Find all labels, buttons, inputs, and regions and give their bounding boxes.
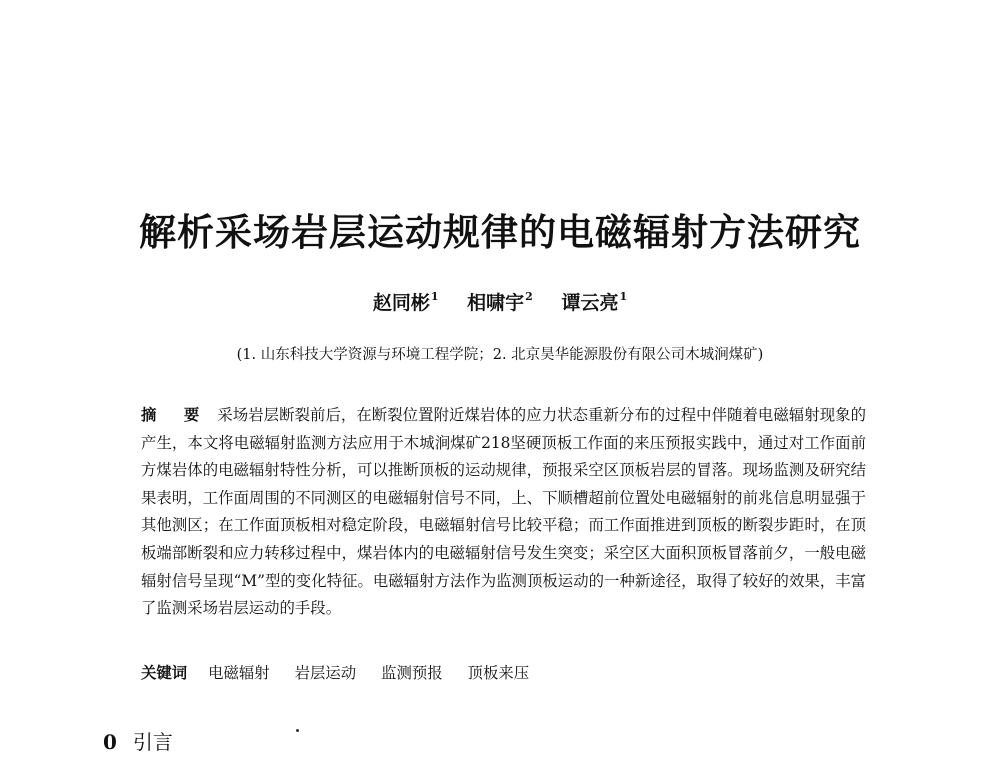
author-affiliation-mark: 1 bbox=[430, 290, 439, 303]
author-affiliation-mark: 2 bbox=[525, 290, 533, 303]
abstract-label: 摘 要 bbox=[141, 406, 206, 424]
author bbox=[467, 283, 533, 317]
author-name: 相啸宇 bbox=[467, 292, 525, 314]
keyword: 顶板来压 bbox=[467, 664, 530, 682]
author-affiliation-mark: 1 bbox=[619, 290, 628, 303]
author-name: 赵同彬 bbox=[372, 292, 430, 314]
abstract-text: 采场岩层断裂前后，在断裂位置附近煤岩体的应力状态重新分布的过程中伴随着电磁辐射现象的产生，本文将电磁辐射监测方法应用于木城涧煤矿218坚硬顶板工作面的来压预报实践中，通过对工作面前方煤岩体的电磁辐射特性分析，可以推断顶板的运动规律，预报采空区顶板岩层的冒落。现场监测及研究结果表明，工作面周围的不同测区的电磁辐射信号不同，上、下顺槽超前位置处电磁辐射的前兆信息明显强于其他测区；在工作面顶板相对稳定阶段，电磁辐射信号比较平稳；而工作面推进到顶板的断裂步距时，在顶板端部断裂和应力转移过程中，煤岩体内的电磁辐射信号发生突变；采空区大面积顶板冒落前夕，一般电磁辐射信号呈现“M”型的变化特征。电磁辐射方法作为监测顶板运动的一种新途径，取得了较好的效果，丰富了监测采场岩层运动的手段。 bbox=[141, 406, 866, 618]
keywords-label: 关键词 bbox=[141, 664, 188, 682]
keywords bbox=[141, 661, 549, 685]
affiliations: (1. 山东科技大学资源与环境工程学院；2. 北京昊华能源股份有限公司木城涧煤矿) bbox=[236, 347, 764, 363]
section-title: 引言 bbox=[132, 730, 173, 754]
author bbox=[373, 283, 439, 317]
keyword: 岩层运动 bbox=[294, 664, 357, 682]
author-list bbox=[0, 283, 1000, 317]
keyword: 电磁辐射 bbox=[208, 664, 270, 682]
author bbox=[561, 283, 627, 317]
author-name: 谭云亮 bbox=[561, 292, 619, 314]
keyword: 监测预报 bbox=[381, 664, 443, 682]
abstract bbox=[141, 402, 866, 623]
paper-title: 解析采场岩层运动规律的电磁辐射方法研究 bbox=[139, 210, 861, 254]
scan-speck bbox=[296, 729, 299, 732]
section-heading bbox=[103, 728, 173, 756]
section-number: 0 bbox=[103, 730, 117, 754]
